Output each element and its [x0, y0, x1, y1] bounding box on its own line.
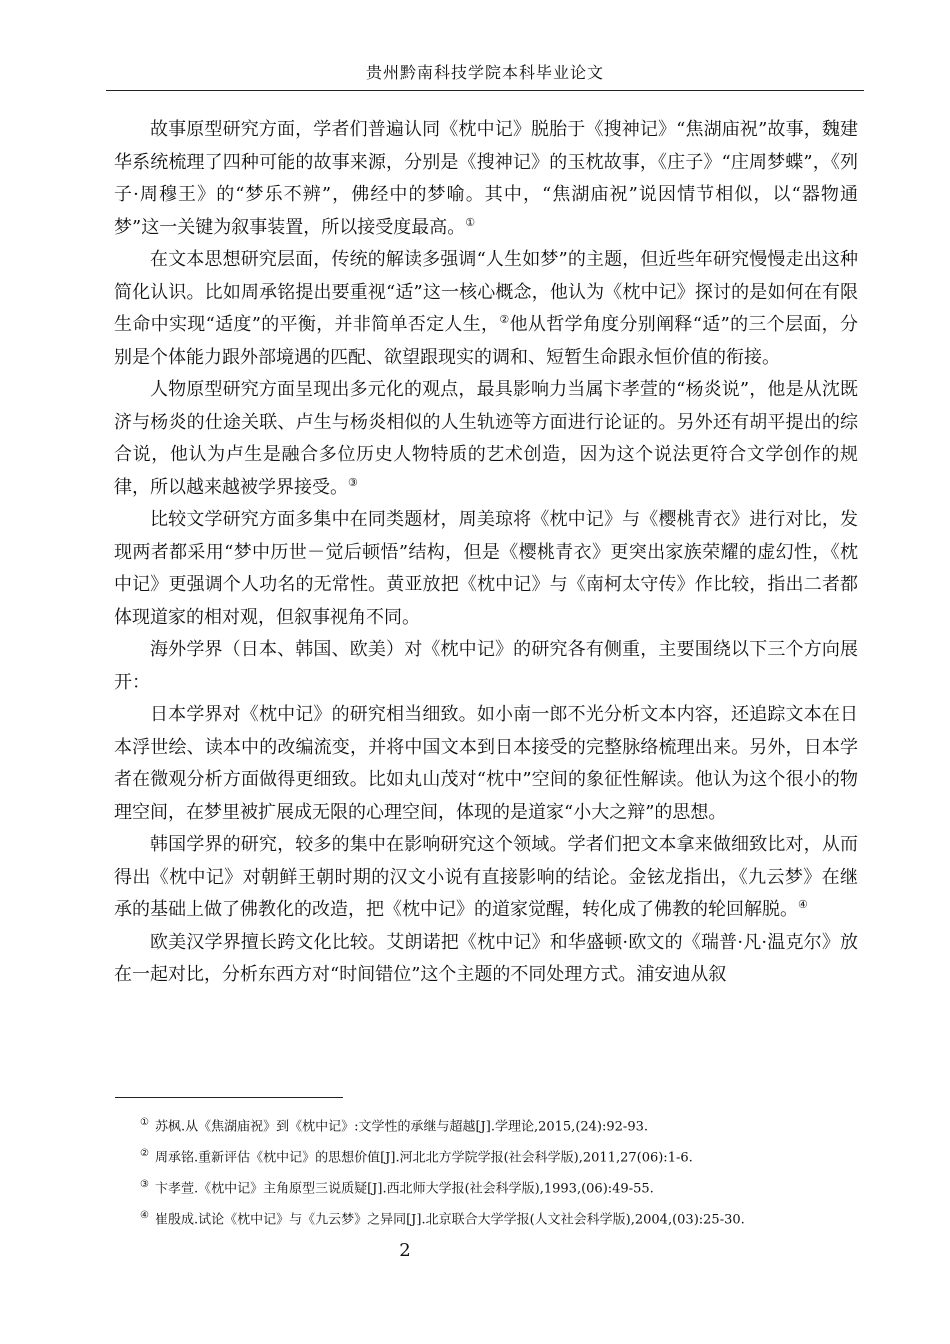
footnote-ref-1[interactable]: ① — [465, 215, 476, 229]
header-divider — [106, 90, 864, 91]
footnote-divider — [115, 1097, 343, 1098]
footnote-2 — [140, 1144, 860, 1175]
footnote-ref-2[interactable]: ② — [499, 313, 510, 326]
footnote-4 — [140, 1206, 860, 1237]
footnotes — [140, 1113, 860, 1237]
paragraph-japan: 日本学界对《枕中记》的研究相当细致。如小南一郎不光分析文本内容，还追踪文本在日本浮世绘、读本中的改编流变，并将中国文本到日本接受的完整脉络梳理出来。另外，日本学者在微观分析方面做得更细致。比如丸山茂对“枕中”空间的象征性解读。他认为这个很小的物理空间，在梦里被扩展成无限的心理空间，体现的是道家“小大之辩”的思想。 — [114, 704, 858, 823]
body-text — [114, 114, 858, 992]
paragraph-western: 欧美汉学界擅长跨文化比较。艾朗诺把《枕中记》和华盛顿·欧文的《瑞普·凡·温克尔》放在一起对比，分析东西方对“时间错位”这个主题的不同处理方式。浦安迪从叙 — [114, 931, 858, 985]
footnote-ref-4[interactable]: ④ — [798, 898, 808, 911]
footnote-text: 周承铭.重新评估《枕中记》的思想价值[J].河北北方学院学报(社会科学版),2011,27(06):1-6. — [154, 1150, 693, 1166]
footnote-number: ① — [140, 1117, 149, 1128]
footnote-number: ③ — [140, 1179, 149, 1190]
footnote-text: 崔殷成.试论《枕中记》与《九云梦》之异同[J].北京联合大学学报(人文社会科学版),2004,(03):25-30. — [154, 1212, 745, 1228]
paragraph-korea — [114, 829, 858, 927]
paragraph-text: 人物原型研究方面呈现出多元化的观点，最具影响力当属卞孝萱的“杨炎说”，他是从沈既济与杨炎的仕途关联、卢生与杨炎相似的人生轨迹等方面进行论证的。另外还有胡平提出的综合说，他认为卢生是融合多位历史人物特质的艺术创造，因为这个说法更符合文学创作的规律，所以越来越被学界接受。 — [114, 379, 858, 498]
paragraph-thought-research — [114, 244, 858, 374]
footnote-number: ④ — [140, 1210, 149, 1221]
paragraph-story-prototype — [114, 114, 858, 244]
footnote-ref-3[interactable]: ③ — [348, 475, 358, 489]
page-number: 2 — [399, 1240, 411, 1261]
paragraph-text: 在文本思想研究层面，传统的解读多强调“人生如梦”的主题，但近些年研究慢慢走出这种简化认识。比如周承铭提出要重视“适”这一核心概念，他认为《枕中记》探讨的是如何在有限生命中实现“适度”的平衡，并非简单否定人生， — [114, 249, 858, 335]
paragraph-overseas-intro: 海外学界（日本、韩国、欧美）对《枕中记》的研究各有侧重，主要围绕以下三个方向展开： — [114, 639, 858, 693]
paragraph-character-prototype — [114, 374, 858, 504]
paragraph-text: 韩国学界的研究，较多的集中在影响研究这个领域。学者们把文本拿来做细致比对，从而得出《枕中记》对朝鲜王朝时期的汉文小说有直接影响的结论。金铉龙指出，《九云梦》在继承的基础上做了佛教化的改造，把《枕中记》的道家觉醒，转化成了佛教的轮回解脱。 — [114, 834, 858, 920]
footnote-3 — [140, 1175, 860, 1206]
footnote-1 — [140, 1113, 860, 1144]
footnote-text: 苏枫.从《焦湖庙祝》到《枕中记》:文学性的承继与超越[J].学理论,2015,(24):92-93. — [154, 1119, 648, 1135]
footnote-number: ② — [140, 1148, 149, 1159]
footnote-text: 卞孝萱.《枕中记》主角原型三说质疑[J].西北师大学报(社会科学版),1993,(06):49-55. — [154, 1181, 654, 1197]
paragraph-text: 故事原型研究方面，学者们普遍认同《枕中记》脱胎于《搜神记》“焦湖庙祝”故事，魏建华系统梳理了四种可能的故事来源，分别是《搜神记》的玉枕故事，《庄子》“庄周梦蝶”，《列子·周穆王》的“梦乐不辨”，佛经中的梦喻。其中，“焦湖庙祝”说因情节相似，以“器物通梦”这一关键为叙事装置，所以接受度最高。 — [114, 119, 858, 238]
paragraph-text: 他从哲学角度分别阐释“适”的三个层面，分别是个体能力跟外部境遇的匹配、欲望跟现实的调和、短暂生命跟永恒价值的衔接。 — [114, 314, 859, 368]
paragraph-comparative-literature: 比较文学研究方面多集中在同类题材，周美琼将《枕中记》与《樱桃青衣》进行对比，发现两者都采用“梦中历世－觉后顿悟”结构，但是《樱桃青衣》更突出家族荣耀的虚幻性，《枕中记》更强调个人功名的无常性。黄亚放把《枕中记》与《南柯太守传》作比较，指出二者都体现道家的相对观，但叙事视角不同。 — [114, 509, 858, 628]
page-header: 贵州黔南科技学院本科毕业论文 — [365, 63, 604, 82]
